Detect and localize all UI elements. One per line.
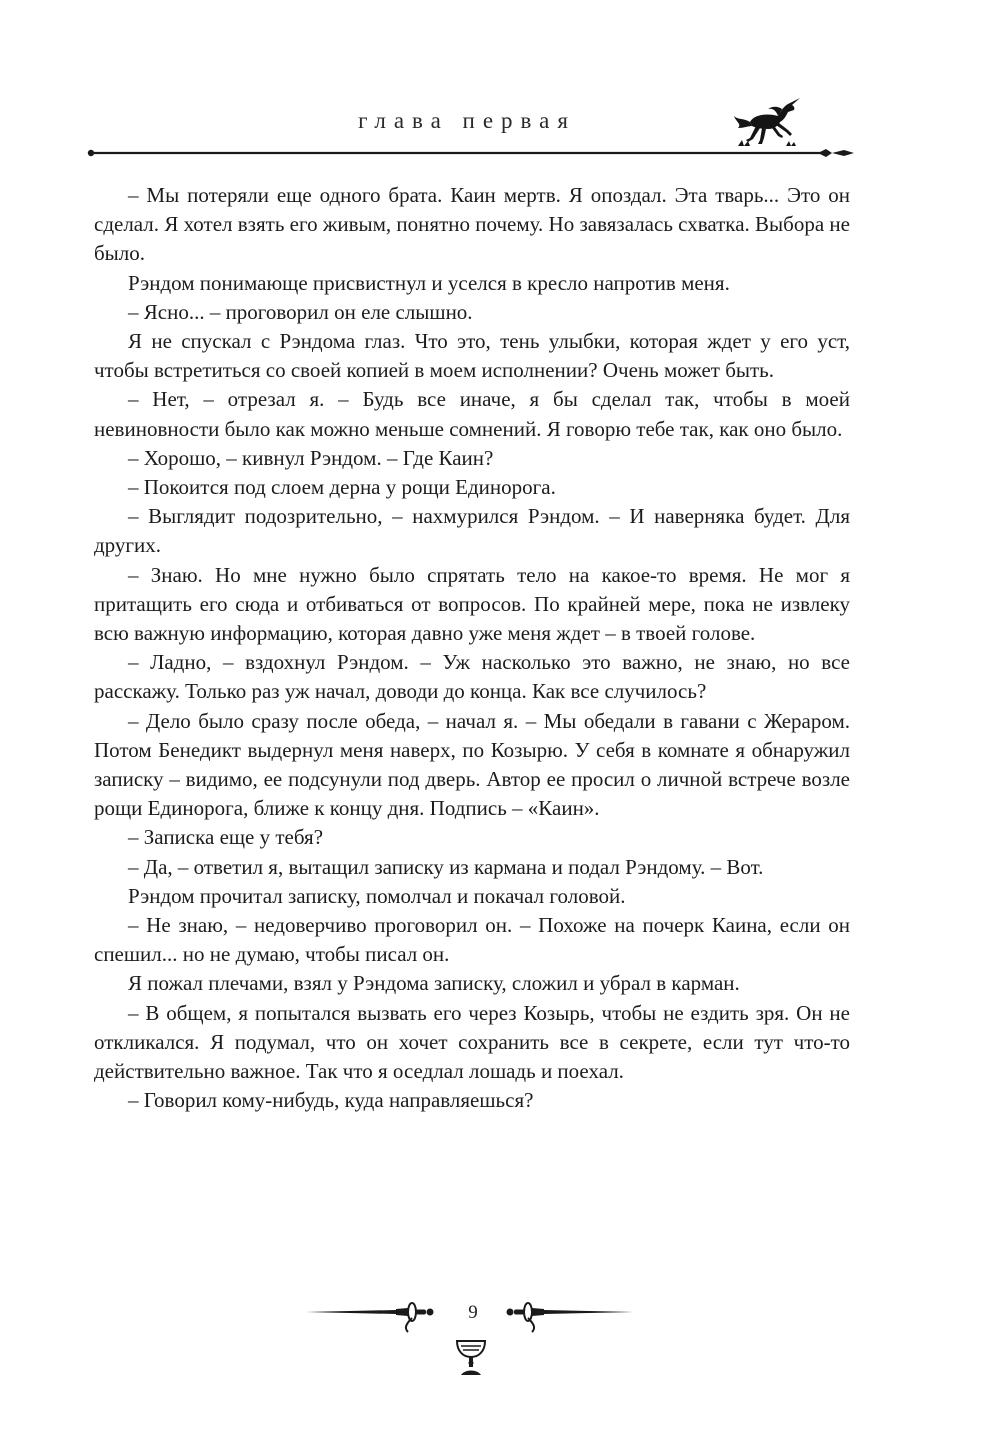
paragraph: – В общем, я попытался вызвать его через Козырь, чтобы не ездить зря. Он не откликался. Я подумал, что он хочет сохранить все в секрете, если тут что-то действительно важное. Так что я оседлал лошадь и поехал. [94, 1000, 850, 1084]
sword-icon [306, 1303, 434, 1332]
chapter-title: глава первая [358, 108, 576, 133]
paragraph: Рэндом прочитал записку, помолчал и покачал головой. [128, 883, 626, 908]
page-body [94, 181, 850, 1116]
paragraph: Рэндом понимающе присвистнул и уселся в кресло напротив меня. [128, 270, 730, 295]
paragraph: – Мы потеряли еще одного брата. Каин мертв. Я опоздал. Эта тварь... Это он сделал. Я хотел взять его живым, понятно почему. Но завязалась схватка. Выбора не было. [94, 183, 850, 266]
paragraph: – Ладно, – вздохнул Рэндом. – Уж насколько это важно, не знаю, но все расскажу. Только раз уж начал, доводи до конца. Как все случилось? [94, 650, 850, 704]
paragraph: – Говорил кому-нибудь, куда направляешься? [128, 1088, 534, 1113]
paragraph: – Хорошо, – кивнул Рэндом. – Где Каин? [128, 445, 494, 470]
paragraph: – Да, – ответил я, вытащил записку из кармана и подал Рэндому. – Вот. [128, 854, 764, 879]
paragraph: – Не знаю, – недоверчиво проговорил он. – Похоже на почерк Каина, если он спешил... но не думаю, чтобы писал он. [94, 913, 850, 967]
paragraph: – Записка еще у тебя? [128, 825, 324, 850]
unicorn-icon [728, 96, 804, 148]
paragraph: – Дело было сразу после обеда, – начал я. – Мы обедали в гавани с Жераром. Потом Бенедикт выдернул меня наверх, по Козырю. У себя в комнате я обнаружил записку – видимо, ее подсунули под дверь. Автор ее просил о личной встрече возле рощи Единорога, ближе к концу дня. Подпись – «Каин». [94, 708, 850, 821]
header-rule [86, 145, 856, 161]
chalice-icon [451, 1337, 491, 1379]
page-number: 9 [468, 1302, 478, 1323]
paragraph: Я не спускал с Рэндома глаз. Что это, тень улыбки, которая ждет у его уст, чтобы встретиться со своей копией в моем исполнении? Очень может быть. [94, 329, 850, 383]
paragraph: Я пожал плечами, взял у Рэндома записку, сложил и убрал в карман. [128, 971, 740, 996]
chapter-heading [0, 108, 986, 134]
paragraph: – Покоится под слоем дерна у рощи Единорога. [128, 475, 556, 500]
paragraph: – Ясно... – проговорил он еле слышно. [128, 299, 473, 324]
paragraph: – Нет, – отрезал я. – Будь все иначе, я бы сделал так, чтобы в моей невиновности было как можно меньше сомнений. Я говорю тебе так, как оно было. [94, 387, 850, 441]
paragraph: – Знаю. Но мне нужно было спрятать тело на какое-то время. Не мог я притащить его сюда и отбиваться от вопросов. По крайней мере, пока не извлеку всю важную информацию, которая давно уже меня ждет – в твоей голове. [94, 562, 850, 646]
sword-icon [507, 1303, 635, 1332]
paragraph: – Выглядит подозрительно, – нахмурился Рэндом. – И наверняка будет. Для других. [94, 504, 850, 558]
